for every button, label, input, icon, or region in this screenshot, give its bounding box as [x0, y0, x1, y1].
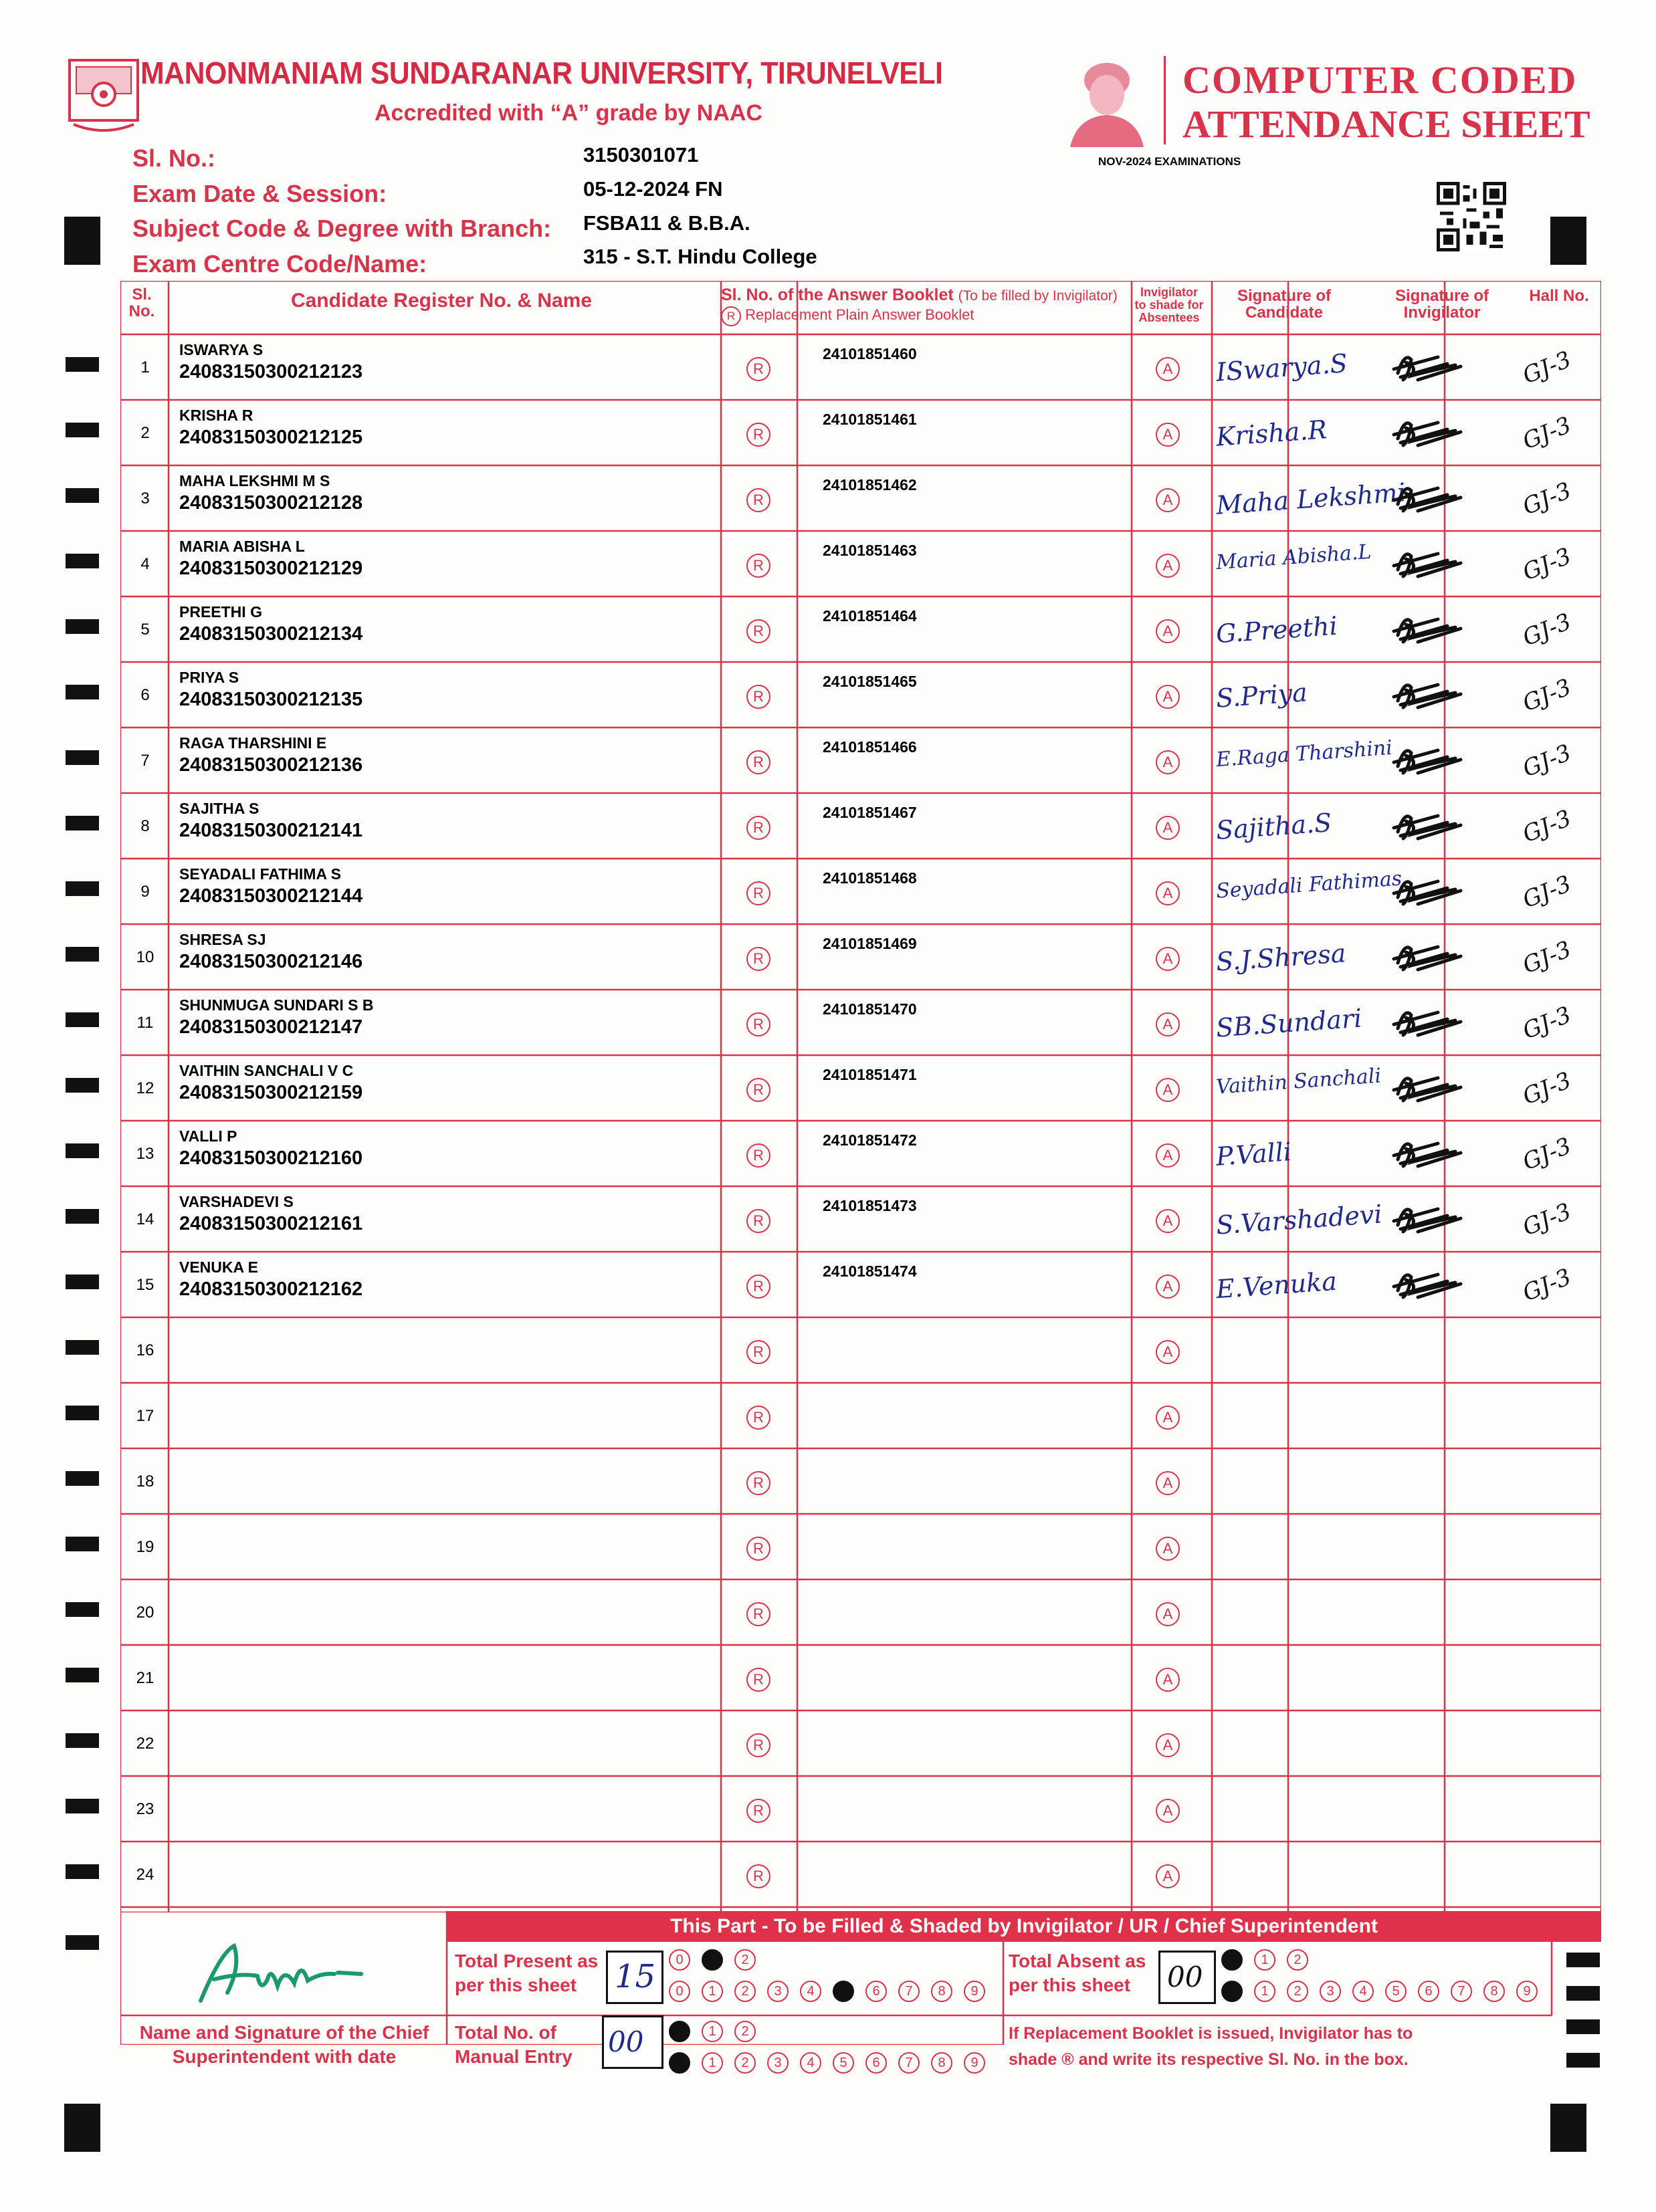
register-number: 24083150300212141 — [179, 820, 363, 841]
timing-mark — [66, 1935, 99, 1950]
invigilator-signature — [1391, 674, 1478, 714]
booklet-header-title: Sl. No. of the Answer Booklet — [721, 286, 954, 304]
register-number: 24083150300212160 — [179, 1147, 363, 1169]
replacement-r-icon[interactable]: R — [746, 1143, 770, 1168]
candidate-name: MARIA ABISHA L — [179, 538, 305, 555]
timing-mark — [66, 947, 99, 962]
timing-mark — [66, 881, 99, 896]
candidate-name: SHUNMUGA SUNDARI S B — [179, 996, 374, 1014]
booklet-number: 24101851464 — [823, 607, 917, 625]
timing-mark — [66, 816, 99, 831]
absent-a-icon[interactable]: A — [1156, 1733, 1180, 1757]
omr-bubble-0[interactable]: 0 — [1221, 1981, 1243, 2002]
col-header-absent — [1130, 286, 1208, 324]
timing-mark — [66, 1012, 99, 1027]
booklet-number: 24101851466 — [823, 738, 917, 756]
booklet-number: 24101851470 — [823, 1000, 917, 1018]
col-header-candidate: Candidate Register No. & Name — [290, 290, 593, 312]
candidate-signature: ISwarya.S — [1215, 348, 1348, 387]
timing-mark — [66, 1275, 99, 1289]
replacement-r-icon[interactable]: R — [746, 750, 770, 774]
footer-banner: This Part - To be Filled & Shaded by Invigilator / UR / Chief Superintendent — [447, 1911, 1601, 1942]
omr-bubble-1[interactable]: 1 — [702, 1981, 723, 2002]
omr-bubble-1[interactable]: 1 — [1254, 1949, 1275, 1971]
invigilator-signature — [1391, 1133, 1478, 1173]
replacement-r-icon[interactable]: R — [746, 816, 770, 840]
invigilator-signature — [1391, 609, 1478, 649]
sl-no-label: Sl. No.: — [132, 144, 215, 172]
omr-bubble-2[interactable]: 2 — [734, 1981, 756, 2002]
row-sl-no: 21 — [136, 1669, 154, 1687]
subject-code-value: FSBA11 & B.B.A. — [583, 211, 750, 235]
row-sl-no: 14 — [136, 1210, 154, 1228]
row-sl-no: 23 — [136, 1800, 154, 1818]
timing-mark — [66, 1602, 99, 1617]
omr-bubble-5[interactable]: 5 — [833, 1981, 854, 2002]
candidate-name: ISWARYA S — [179, 341, 264, 358]
invigilator-signature — [1391, 1198, 1478, 1238]
row-sl-no: 19 — [136, 1538, 154, 1556]
booklet-number: 24101851474 — [823, 1262, 917, 1280]
candidate-name: VENUKA E — [179, 1258, 258, 1276]
absent-header-line2: to shade for — [1134, 298, 1204, 312]
booklet-number: 24101851465 — [823, 673, 917, 690]
manual-entry-value: 00 — [608, 2025, 644, 2058]
accreditation: Accredited with “A” grade by NAAC — [375, 100, 762, 126]
replacement-r-icon[interactable]: R — [746, 619, 770, 643]
omr-bubble-8[interactable]: 8 — [931, 1981, 952, 2002]
timing-mark — [66, 1864, 99, 1879]
row-sl-no: 16 — [136, 1341, 154, 1359]
omr-bubble-9[interactable]: 9 — [1516, 1981, 1538, 2002]
omr-bubble-4[interactable]: 4 — [800, 2052, 821, 2074]
timing-mark — [1550, 2104, 1586, 2152]
omr-bubble-5[interactable]: 5 — [833, 2052, 854, 2074]
replacement-r-icon[interactable]: R — [746, 423, 770, 447]
row-sl-no: 8 — [140, 817, 150, 835]
hall-number: GJ-3 — [1519, 1198, 1575, 1242]
omr-bubble-1[interactable]: 1 — [1254, 1981, 1275, 2002]
replacement-header-label: Replacement Plain Answer Booklet — [745, 306, 974, 323]
hall-number: GJ-3 — [1519, 1263, 1575, 1307]
col-header-replacement — [721, 306, 1130, 326]
timing-mark — [66, 1537, 99, 1551]
founder-portrait — [1063, 53, 1150, 147]
qr-code — [1437, 182, 1506, 251]
omr-bubble-1[interactable]: 1 — [702, 2052, 723, 2074]
booklet-number: 24101851469 — [823, 935, 917, 952]
total-present-label: Total Present as per this sheet — [455, 1951, 599, 1996]
replacement-r-icon[interactable]: R — [746, 1864, 770, 1888]
register-number: 24083150300212161 — [179, 1213, 363, 1234]
row-sl-no: 13 — [136, 1145, 154, 1163]
booklet-number: 24101851460 — [823, 345, 917, 362]
candidate-name: SHRESA SJ — [179, 931, 266, 948]
row-sl-no: 18 — [136, 1472, 154, 1490]
hall-number: GJ-3 — [1519, 870, 1575, 914]
absent-a-icon[interactable]: A — [1156, 554, 1180, 578]
col-header-booklet — [721, 286, 1130, 304]
exam-centre-value: 315 - S.T. Hindu College — [583, 245, 817, 268]
register-number: 24083150300212123 — [179, 361, 363, 382]
candidate-signature: Krisha.R — [1215, 415, 1328, 452]
timing-mark — [66, 1209, 99, 1224]
absent-a-icon[interactable]: A — [1156, 488, 1180, 512]
candidate-name: VARSHADEVI S — [179, 1193, 294, 1210]
timing-mark — [66, 1668, 99, 1682]
omr-bubble-0[interactable]: 0 — [1221, 1949, 1243, 1971]
omr-bubble-9[interactable]: 9 — [964, 2052, 985, 2074]
replacement-r-icon[interactable]: R — [746, 1340, 770, 1364]
exam-date-value: 05-12-2024 FN — [583, 177, 723, 201]
timing-mark — [66, 1406, 99, 1420]
replacement-r-icon[interactable]: R — [746, 685, 770, 709]
omr-bubble-2[interactable]: 2 — [1287, 1981, 1308, 2002]
candidate-signature: E.Raga Tharshini — [1215, 736, 1393, 772]
candidate-signature: Vaithin Sanchali — [1215, 1064, 1382, 1099]
timing-mark — [66, 1471, 99, 1486]
timing-mark — [66, 1143, 99, 1158]
absent-a-icon[interactable]: A — [1156, 816, 1180, 840]
replacement-note: If Replacement Booklet is issued, Invigilator has to shade ® and write its respective Sl. No. in the box. — [1009, 2024, 1413, 2069]
omr-bubble-0[interactable]: 0 — [669, 1949, 690, 1971]
row-sl-no: 17 — [136, 1407, 154, 1425]
omr-bubble-5[interactable]: 5 — [1385, 1981, 1407, 2002]
register-number: 24083150300212162 — [179, 1279, 363, 1300]
absent-header-line1: Invigilator — [1140, 286, 1198, 299]
col-header-hall: Hall No. — [1529, 287, 1589, 305]
timing-mark — [66, 1340, 99, 1355]
omr-bubble-2[interactable]: 2 — [734, 2052, 756, 2074]
exam-centre-label: Exam Centre Code/Name: — [132, 250, 427, 278]
omr-bubble-8[interactable]: 8 — [931, 2052, 952, 2074]
omr-bubble-1[interactable]: 1 — [702, 1949, 723, 1971]
absent-a-icon[interactable]: A — [1156, 1668, 1180, 1692]
replacement-r-icon[interactable]: R — [746, 1078, 770, 1102]
omr-bubble-7[interactable]: 7 — [1451, 1981, 1472, 2002]
col-header-invigilator-signature: Signature of Invigilator — [1394, 287, 1489, 322]
replacement-r-icon[interactable]: R — [746, 881, 770, 905]
row-sl-no: 5 — [140, 621, 150, 639]
hall-number: GJ-3 — [1519, 1001, 1575, 1045]
examinations-label: NOV-2024 EXAMINATIONS — [1098, 155, 1241, 168]
replacement-r-icon[interactable]: R — [746, 1799, 770, 1823]
total-present-box[interactable] — [606, 1951, 663, 2004]
total-absent-label: Total Absent as per this sheet — [1009, 1951, 1146, 1996]
absent-a-icon[interactable]: A — [1156, 750, 1180, 774]
omr-bubble-6[interactable]: 6 — [1418, 1981, 1439, 2002]
absent-a-icon[interactable]: A — [1156, 1209, 1180, 1233]
omr-bubble-8[interactable]: 8 — [1483, 1981, 1505, 2002]
chief-superintendent-label: Name and Signature of the Chief Superintendent with date — [139, 2022, 429, 2068]
invigilator-signature — [1391, 477, 1478, 518]
replacement-r-icon[interactable]: R — [746, 1406, 770, 1430]
absent-a-icon[interactable]: A — [1156, 1602, 1180, 1626]
candidate-signature: Maria Abisha.L — [1215, 540, 1372, 575]
total-absent-value: 00 — [1167, 1961, 1203, 1993]
invigilator-signature — [1391, 1067, 1478, 1107]
candidate-signature: Seyadali Fathimas — [1215, 867, 1403, 903]
hall-number: GJ-3 — [1519, 542, 1575, 586]
hall-number: GJ-3 — [1519, 673, 1575, 717]
register-number: 24083150300212144 — [179, 885, 363, 907]
omr-bubble-2[interactable]: 2 — [734, 2021, 756, 2042]
hall-number: GJ-3 — [1519, 1132, 1575, 1176]
invigilator-signature — [1391, 543, 1478, 583]
row-sl-no: 7 — [140, 752, 150, 770]
sheet-title-line2: ATTENDANCE SHEET — [1182, 102, 1590, 146]
absent-a-icon[interactable]: A — [1156, 1012, 1180, 1036]
row-sl-no: 22 — [136, 1735, 154, 1753]
hall-number: GJ-3 — [1519, 739, 1575, 783]
absent-a-icon[interactable]: A — [1156, 881, 1180, 905]
omr-bubble-0[interactable]: 0 — [669, 1981, 690, 2002]
booklet-number: 24101851461 — [823, 411, 917, 428]
row-sl-no: 24 — [136, 1866, 154, 1884]
hall-number: GJ-3 — [1519, 935, 1575, 980]
absent-a-icon[interactable]: A — [1156, 1537, 1180, 1561]
booklet-number: 24101851462 — [823, 476, 917, 493]
candidate-signature: S.Varshadevi — [1215, 1199, 1383, 1240]
candidate-signature: Sajitha.S — [1215, 808, 1333, 845]
invigilator-signature — [1391, 805, 1478, 845]
omr-bubble-6[interactable]: 6 — [865, 2052, 887, 2074]
replacement-r-icon[interactable]: R — [746, 1602, 770, 1626]
absent-a-icon[interactable]: A — [1156, 947, 1180, 971]
row-sl-no: 4 — [140, 555, 150, 573]
timing-mark — [64, 2104, 100, 2152]
candidate-name: MAHA LEKSHMI M S — [179, 472, 330, 489]
invigilator-signature — [1391, 346, 1478, 386]
absent-a-icon[interactable]: A — [1156, 1406, 1180, 1430]
register-number: 24083150300212135 — [179, 689, 363, 710]
omr-bubble-7[interactable]: 7 — [898, 1981, 920, 2002]
row-sl-no: 9 — [140, 883, 150, 901]
candidate-signature: S.J.Shresa — [1215, 938, 1347, 977]
candidate-name: PRIYA S — [179, 669, 239, 686]
timing-mark — [66, 1733, 99, 1748]
candidate-name: VAITHIN SANCHALI V C — [179, 1062, 354, 1079]
chief-superintendent-signature — [194, 1939, 375, 2013]
candidate-signature: Maha Lekshmi — [1215, 477, 1407, 520]
register-number: 24083150300212134 — [179, 623, 363, 645]
register-number: 24083150300212159 — [179, 1082, 363, 1103]
candidate-name: PREETHI G — [179, 603, 262, 621]
absent-a-icon[interactable]: A — [1156, 1799, 1180, 1823]
booklet-header-note: (To be filled by Invigilator) — [958, 288, 1118, 304]
university-name: MANONMANIAM SUNDARANAR UNIVERSITY, TIRUNELVELI — [140, 56, 943, 90]
row-sl-no: 12 — [136, 1079, 154, 1097]
omr-bubble-6[interactable]: 6 — [865, 1981, 887, 2002]
timing-mark — [66, 423, 99, 437]
sheet-title-line1: COMPUTER CODED — [1182, 58, 1578, 102]
timing-mark — [1550, 217, 1586, 265]
replacement-r-icon[interactable]: R — [746, 357, 770, 381]
timing-mark — [1566, 2053, 1600, 2068]
register-number: 24083150300212146 — [179, 951, 363, 972]
timing-mark — [66, 554, 99, 568]
omr-bubble-4[interactable]: 4 — [800, 1981, 821, 2002]
invigilator-signature — [1391, 1264, 1478, 1304]
hall-number: GJ-3 — [1519, 804, 1575, 849]
timing-mark — [66, 1078, 99, 1093]
invigilator-signature — [1391, 412, 1478, 452]
col-header-candidate-signature: Signature of Candidate — [1237, 287, 1331, 322]
register-number: 24083150300212147 — [179, 1016, 363, 1038]
row-sl-no: 6 — [140, 686, 150, 704]
candidate-signature: E.Venuka — [1215, 1266, 1338, 1305]
omr-bubble-7[interactable]: 7 — [898, 2052, 920, 2074]
omr-bubble-9[interactable]: 9 — [964, 1981, 985, 2002]
hall-number: GJ-3 — [1519, 477, 1575, 521]
row-sl-no: 10 — [136, 948, 154, 966]
replacement-r-icon[interactable]: R — [746, 947, 770, 971]
register-number: 24083150300212125 — [179, 427, 363, 448]
replacement-r-icon[interactable]: R — [746, 1537, 770, 1561]
row-sl-no: 11 — [136, 1014, 154, 1032]
candidate-name: SEYADALI FATHIMA S — [179, 865, 341, 883]
replacement-r-icon[interactable]: R — [746, 554, 770, 578]
candidate-signature: P.Valli — [1215, 1137, 1293, 1172]
invigilator-signature — [1391, 936, 1478, 976]
exam-date-label: Exam Date & Session: — [132, 180, 387, 207]
candidate-signature: SB.Sundari — [1215, 1003, 1363, 1043]
candidate-signature: G.Preethi — [1215, 611, 1339, 649]
absent-a-icon[interactable]: A — [1156, 1143, 1180, 1168]
hall-number: GJ-3 — [1519, 1067, 1575, 1111]
omr-bubble-3[interactable]: 3 — [767, 2052, 789, 2074]
register-number: 24083150300212128 — [179, 492, 363, 514]
replacement-r-icon[interactable]: R — [746, 1471, 770, 1495]
booklet-number: 24101851467 — [823, 804, 917, 821]
booklet-number: 24101851472 — [823, 1131, 917, 1149]
hall-number: GJ-3 — [1519, 411, 1575, 455]
total-present-value: 15 — [615, 1958, 656, 1995]
absent-a-icon[interactable]: A — [1156, 1078, 1180, 1102]
omr-bubble-2[interactable]: 2 — [1287, 1949, 1308, 1971]
omr-bubble-1[interactable]: 1 — [702, 2021, 723, 2042]
hall-number: GJ-3 — [1519, 608, 1575, 652]
omr-bubble-2[interactable]: 2 — [734, 1949, 756, 1971]
absent-a-icon[interactable]: A — [1156, 685, 1180, 709]
replacement-r-icon[interactable]: R — [746, 1209, 770, 1233]
manual-entry-box[interactable] — [602, 2015, 663, 2069]
candidate-name: KRISHA R — [179, 407, 253, 424]
register-number: 24083150300212136 — [179, 754, 363, 776]
timing-mark — [66, 685, 99, 699]
row-sl-no: 2 — [140, 424, 150, 442]
absent-header-line3: Absentees — [1138, 310, 1200, 324]
omr-bubble-0[interactable]: 0 — [669, 2021, 690, 2042]
absent-a-icon[interactable]: A — [1156, 1864, 1180, 1888]
candidate-name: SAJITHA S — [179, 800, 260, 817]
absent-a-icon[interactable]: A — [1156, 1471, 1180, 1495]
row-sl-no: 15 — [136, 1276, 154, 1294]
omr-bubble-3[interactable]: 3 — [767, 1981, 789, 2002]
timing-mark — [64, 217, 100, 265]
candidate-name: VALLI P — [179, 1127, 237, 1145]
replacement-r-icon[interactable]: R — [746, 1275, 770, 1299]
title-divider — [1164, 56, 1166, 144]
absent-a-icon[interactable]: A — [1156, 1340, 1180, 1364]
booklet-number: 24101851473 — [823, 1197, 917, 1214]
sl-no-value: 3150301071 — [583, 143, 699, 167]
subject-code-label: Subject Code & Degree with Branch: — [132, 215, 552, 242]
manual-entry-label: Total No. of Manual Entry — [455, 2022, 573, 2068]
absent-a-icon[interactable]: A — [1156, 357, 1180, 381]
row-sl-no: 3 — [140, 489, 150, 508]
row-sl-no: 1 — [140, 358, 150, 376]
invigilator-signature — [1391, 740, 1478, 780]
replacement-r-icon[interactable]: R — [746, 1012, 770, 1036]
timing-mark — [66, 750, 99, 765]
register-number: 24083150300212129 — [179, 558, 363, 579]
candidate-signature: S.Priya — [1215, 677, 1309, 713]
timing-mark — [66, 1799, 99, 1813]
omr-bubble-4[interactable]: 4 — [1352, 1981, 1374, 2002]
invigilator-signature — [1391, 1002, 1478, 1042]
replacement-r-icon: R — [721, 306, 741, 326]
omr-bubble-0[interactable]: 0 — [669, 2052, 690, 2074]
col-header-sl: Sl. No. — [128, 286, 155, 321]
replacement-r-icon[interactable]: R — [746, 1668, 770, 1692]
replacement-r-icon[interactable]: R — [746, 1733, 770, 1757]
absent-a-icon[interactable]: A — [1156, 423, 1180, 447]
replacement-r-icon[interactable]: R — [746, 488, 770, 512]
booklet-number: 24101851471 — [823, 1066, 917, 1083]
absent-a-icon[interactable]: A — [1156, 619, 1180, 643]
timing-mark — [66, 357, 99, 372]
booklet-number: 24101851463 — [823, 542, 917, 559]
invigilator-signature — [1391, 871, 1478, 911]
university-logo — [67, 58, 140, 138]
omr-bubble-3[interactable]: 3 — [1320, 1981, 1341, 2002]
timing-mark — [66, 488, 99, 503]
row-sl-no: 20 — [136, 1603, 154, 1622]
booklet-number: 24101851468 — [823, 869, 917, 887]
timing-mark — [66, 619, 99, 634]
total-absent-box[interactable] — [1158, 1951, 1216, 2004]
hall-number: GJ-3 — [1519, 346, 1575, 390]
absent-a-icon[interactable]: A — [1156, 1275, 1180, 1299]
candidate-name: RAGA THARSHINI E — [179, 734, 327, 752]
